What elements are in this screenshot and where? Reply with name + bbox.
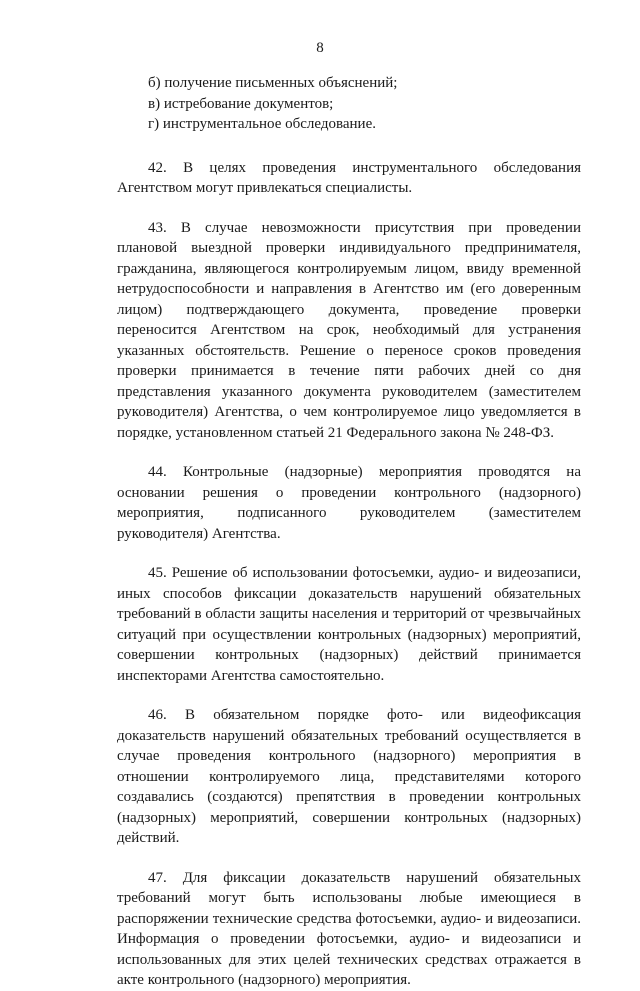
paragraph-43: 43. В случае невозможности присутствия при проведении плановой выездной проверки индивидуального предпринимателя, гражданина, являющегося контролируемым лицом, ввиду временной нетрудоспособности и направления в Агентство им (его доверенным лицом) подтверждающего документа, проведение проверки переносится Агентством на срок, необходимый для устранения указанных обстоятельств. Решение о переносе сроков проведения проверки принимается в течение пяти рабочих дней со дня представления указанного документа руководителем (заместителем руководителя) Агентства, о чем контролируемое лицо уведомляется в порядке, установленном статьей 21 Федерального закона № 248-ФЗ. (117, 219, 581, 441)
list-item-g: г) инструментальное обследование. (148, 116, 376, 132)
page-number: 8 (316, 40, 324, 56)
paragraph-45: 45. Решение об использовании фотосъемки, аудио- и видеозаписи, иных способов фиксации доказательств нарушений обязательных требований в области защиты населения и территорий от чрезвычайных ситуаций при осуществлении контрольных (надзорных) мероприятий, совершении контрольных (надзорных) действий принимается инспекторами Агентства самостоятельно. (117, 565, 581, 684)
document-body (117, 73, 581, 991)
paragraph-44: 44. Контрольные (надзорные) мероприятия проводятся на основании решения о проведении контрольного (надзорного) мероприятия, подписанного руководителем (заместителем руководителя) Агентства. (117, 464, 581, 542)
paragraph-42: 42. В целях проведения инструментального обследования Агентством могут привлекаться специалисты. (117, 159, 581, 196)
paragraph-47: 47. Для фиксации доказательств нарушений обязательных требований могут быть использованы любые имеющиеся в распоряжении технические средства фотосъемки, аудио- и видеозаписи. Информация о проведении фотосъемки, аудио- и видеозаписи и использованных для этих целей технических средствах отражается в акте контрольного (надзорного) мероприятия. (117, 869, 581, 988)
list-item-b: б) получение письменных объяснений; (148, 75, 398, 91)
list-item-v: в) истребование документов; (148, 95, 334, 112)
paragraph-46: 46. В обязательном порядке фото- или видеофиксация доказательств нарушений обязательных требований осуществляется в случае проведения контрольного (надзорного) мероприятия в отношении контролируемого лица, представителями которого создавались (создаются) препятствия в проведении контрольных (надзорных) мероприятий, совершении контрольных (надзорных) действий. (117, 707, 581, 846)
